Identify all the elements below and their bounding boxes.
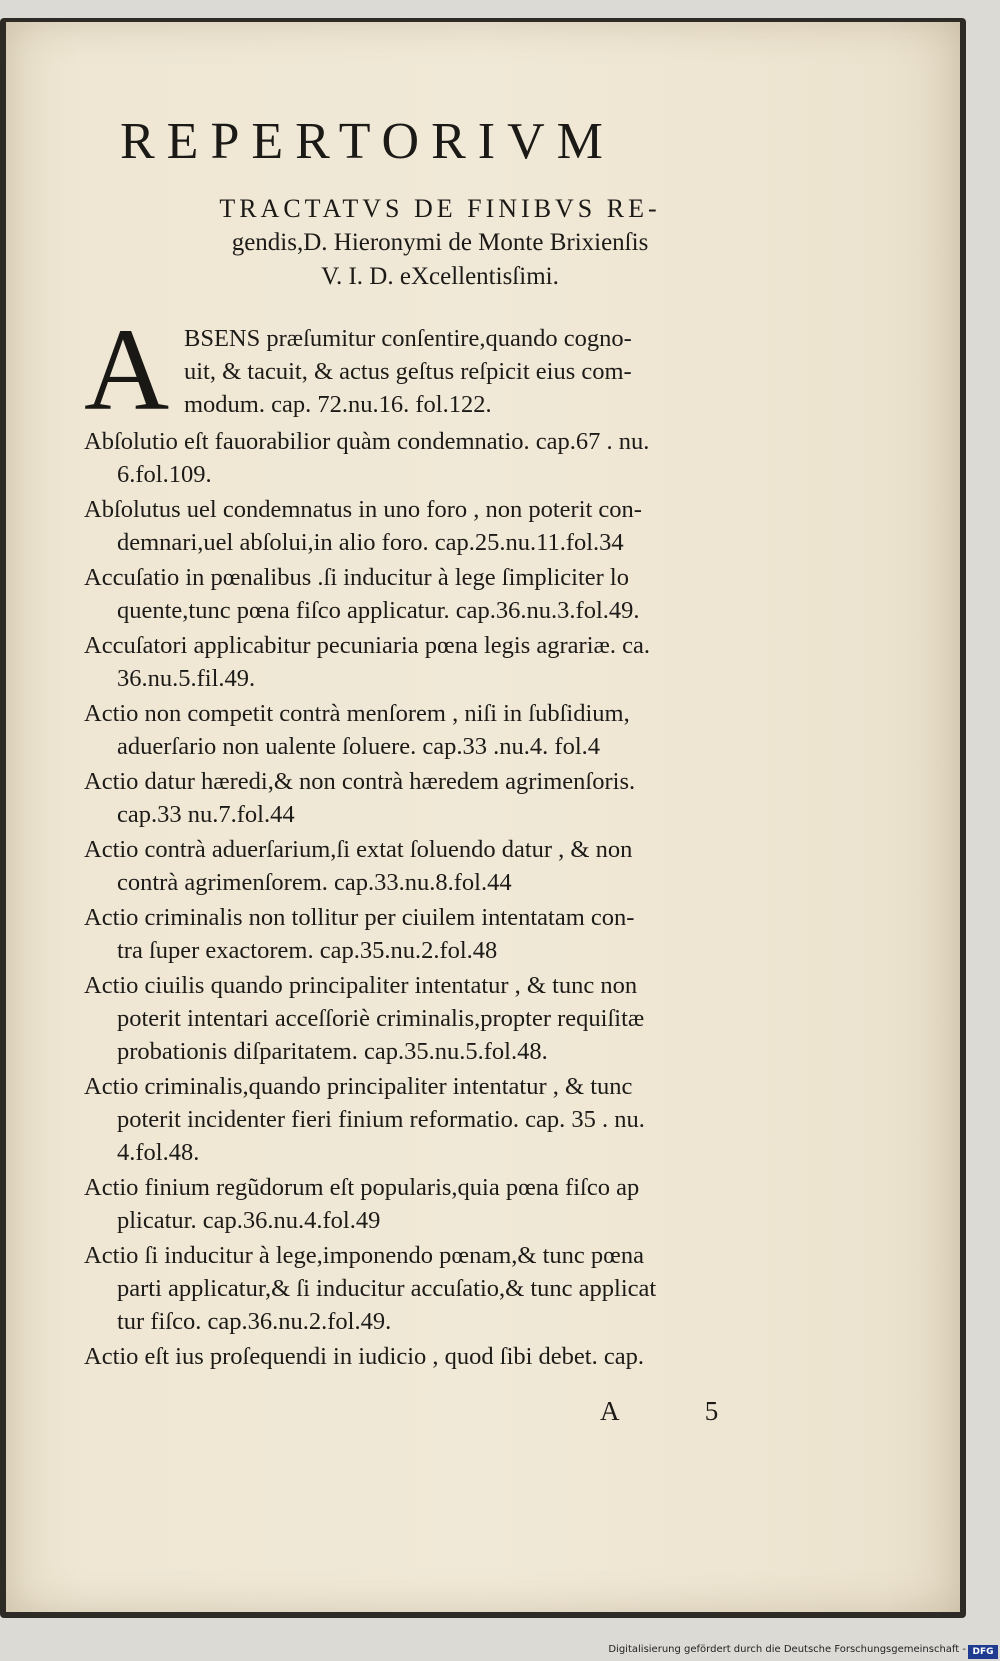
entry-line: Actio eſt ius proſequendi in iudicio , quod ſibi debet. cap.: [84, 1343, 644, 1370]
index-entries: [84, 304, 804, 1375]
entry-line: poterit incidenter fieri finium reformatio. cap. 35 . nu.: [117, 1106, 645, 1133]
entry-line: BSENS præſumitur conſentire,quando cogno-: [184, 325, 632, 352]
entry-line: Actio contrà aduerſarium,ſi extat ſoluendo datur , & non: [84, 836, 633, 863]
index-entry: [84, 425, 804, 491]
index-entry: [84, 1340, 804, 1373]
page-title: REPERTORIVM: [120, 113, 615, 170]
entry-line: tur fiſco. cap.36.nu.2.fol.49.: [117, 1308, 392, 1335]
entry-line: uit, & tacuit, & actus geſtus reſpicit eius com-: [184, 358, 632, 385]
subtitle-line: TRACTATVS DE FINIBVS RE-: [219, 194, 661, 223]
entry-line: Actio datur hæredi,& non contrà hæredem agrimenſoris.: [84, 768, 636, 795]
entry-line: contrà agrimenſorem. cap.33.nu.8.fol.44: [117, 869, 512, 896]
signature-mark: A 5: [600, 1396, 759, 1426]
subtitle-line: gendis,D. Hieronymi de Monte Brixienſis: [231, 229, 649, 256]
index-entry: [84, 833, 804, 899]
index-entry: [84, 629, 804, 695]
index-entry: [84, 1070, 804, 1169]
subtitle-line: V. I. D. eXcellentisſimi.: [321, 263, 559, 290]
entry-line: 6.fol.109.: [117, 461, 212, 488]
entry-line: probationis diſparitatem. cap.35.nu.5.fol.48.: [117, 1038, 548, 1065]
index-entry: [84, 304, 804, 435]
entry-line: Actio ſi inducitur à lege,imponendo pœnam,& tunc pœna: [84, 1242, 644, 1269]
entry-line: aduerſario non ualente ſoluere. cap.33 .nu.4. fol.4: [117, 733, 601, 760]
entry-line: Actio ciuilis quando principaliter intentatur , & tunc non: [84, 972, 638, 999]
entry-line: parti applicatur,& ſi inducitur accuſatio,& tunc applicat: [117, 1275, 657, 1302]
entry-line: demnari,uel abſolui,in alio foro. cap.25.nu.11.fol.34: [117, 529, 624, 556]
index-entry: [84, 1239, 804, 1338]
entry-line: poterit intentari acceſſoriè criminalis,propter requiſitæ: [117, 1005, 645, 1032]
entry-line: 36.nu.5.fil.49.: [117, 665, 256, 692]
entry-line: Actio criminalis non tollitur per ciuilem intentatam con-: [84, 904, 635, 931]
page-subtitle: [120, 192, 760, 294]
dfg-logo: DFG: [968, 1645, 998, 1659]
entry-line: tra ſuper exactorem. cap.35.nu.2.fol.48: [117, 937, 498, 964]
index-entry: [84, 1171, 804, 1237]
index-entry: [84, 697, 804, 763]
entry-line: modum. cap. 72.nu.16. fol.122.: [184, 391, 492, 418]
entry-line: Actio criminalis,quando principaliter intentatur , & tunc: [84, 1073, 633, 1100]
entry-line: plicatur. cap.36.nu.4.fol.49: [117, 1207, 381, 1234]
entry-line: cap.33 nu.7.fol.44: [117, 801, 295, 828]
entry-line: Actio non competit contrà menſorem , niſi in ſubſidium,: [84, 700, 630, 727]
index-entry: [84, 493, 804, 559]
entry-line: quente,tunc pœna fiſco applicatur. cap.36.nu.3.fol.49.: [117, 597, 640, 624]
index-entry: [84, 561, 804, 627]
entry-line: Actio finium regũdorum eſt popularis,quia pœna fiſco ap: [84, 1174, 640, 1201]
entry-line: Accuſatio in pœnalibus .ſi inducitur à lege ſimpliciter lo: [84, 564, 629, 591]
entry-line: Accuſatori applicabitur pecuniaria pœna legis agrariæ. ca.: [84, 632, 650, 659]
index-entry: [84, 765, 804, 831]
entry-line: Abſolutio eſt fauorabilior quàm condemnatio. cap.67 . nu.: [84, 428, 650, 455]
index-entry: [84, 901, 804, 967]
index-entry: [84, 969, 804, 1068]
digitization-credit: Digitalisierung gefördert durch die Deutsche Forschungsgemeinschaft -: [608, 1644, 966, 1655]
entry-line: 4.fol.48.: [117, 1139, 200, 1166]
drop-capital: A: [84, 304, 170, 435]
entry-line: Abſolutus uel condemnatus in uno foro , non poterit con-: [84, 496, 642, 523]
